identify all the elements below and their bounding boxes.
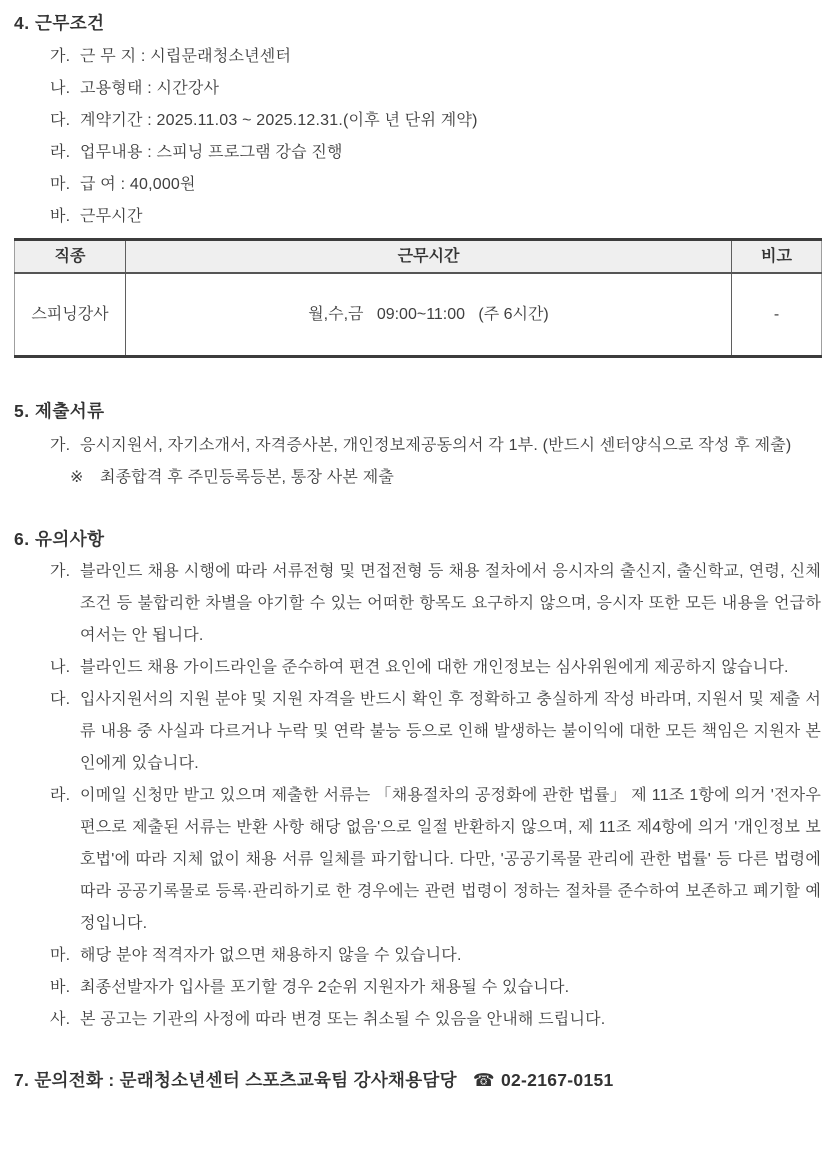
item-marker: 나. (50, 659, 71, 676)
table-header-cell-hours: 근무시간 (126, 240, 732, 274)
item-marker: 가. (50, 437, 71, 454)
table-row (15, 273, 822, 357)
list-item (14, 430, 821, 462)
item-text: 해당 분야 적격자가 없으면 채용하지 않을 수 있습니다. (80, 947, 462, 964)
contact-text: 7. 문의전화 : 문래청소년센터 스포츠교육팀 강사채용담당 (14, 1070, 457, 1090)
item-text: 응시지원서, 자기소개서, 자격증사본, 개인정보제공동의서 각 1부. (반드시 센터양식으로 작성 후 제출) (80, 437, 792, 454)
list-item (14, 780, 821, 940)
item-text: 근무시간 (80, 208, 143, 225)
section-heading: 6. 유의사항 (14, 529, 105, 549)
list-item (14, 684, 821, 780)
item-text: 본 공고는 기관의 사정에 따라 변경 또는 취소될 수 있음을 안내해 드립니다. (80, 1011, 606, 1028)
section-heading: 5. 제출서류 (14, 401, 105, 421)
item-marker: 라. (50, 144, 71, 161)
item-text: 최종합격 후 주민등록등본, 통장 사본 제출 (100, 469, 395, 486)
table-header-cell-job: 직종 (15, 240, 126, 274)
item-marker: 가. (50, 48, 71, 65)
phone-icon: ☎ (472, 1070, 495, 1090)
item-text: 급 여 : 40,000원 (80, 176, 196, 193)
table-cell-note: - (773, 305, 780, 323)
item-text: 업무내용 : 스피닝 프로그램 강습 진행 (80, 144, 343, 161)
item-marker: 바. (50, 208, 71, 225)
list-item (14, 41, 821, 73)
item-marker: 사. (50, 1011, 71, 1028)
item-text: 블라인드 채용 가이드라인을 준수하여 편견 요인에 대한 개인정보는 심사위원에게 제공하지 않습니다. (80, 659, 789, 676)
list-item (14, 137, 821, 169)
item-text: 근 무 지 : 시립문래청소년센터 (80, 48, 292, 65)
item-text: 고용형태 : 시간강사 (80, 80, 220, 97)
item-text: 계약기간 : 2025.11.03 ~ 2025.12.31.(이후 년 단위 계약) (80, 112, 478, 129)
list-item-note (14, 462, 821, 494)
table-cell-job: 스피닝강사 (15, 273, 126, 357)
item-text: 이메일 신청만 받고 있으며 제출한 서류는 「채용절차의 공정화에 관한 법률」 제 11조 1항에 의거 '전자우편으로 제출된 서류는 반환 사항 해당 없음'으로 일절 반환하지 않으며, 제 11조 제4항에 의거 '개인정보 보호법'에 따라 지체 없이 채용 서류 일체를 파기합니다. 다만, '공공기록물 관리에 관한 법률' 등 다른 법령에 따라 공공기록물로 등록·관리하기로 한 경우에는 관련 법령이 정하는 절차를 준수하여 보존하고 폐기할 예정입니다. (80, 787, 821, 932)
list-item (14, 169, 821, 201)
list-item (14, 940, 821, 972)
item-marker: 다. (50, 691, 71, 708)
section-heading: 4. 근무조건 (14, 13, 105, 33)
list-item (14, 201, 821, 233)
contact-phone: 02-2167-0151 (500, 1070, 614, 1090)
table-header-row (15, 240, 822, 274)
item-text: 블라인드 채용 시행에 따라 서류전형 및 면접전형 등 채용 절차에서 응시자의 출신지, 출신학교, 연령, 신체조건 등 불합리한 차별을 야기할 수 있는 어떠한 항목도 요구하지 않으며, 응시자 또한 모든 내용을 언급하여서는 안 됩니다. (80, 563, 821, 644)
list-item (14, 652, 821, 684)
list-item (14, 1004, 821, 1036)
item-marker: 가. (50, 563, 71, 580)
list-item (14, 972, 821, 1004)
item-text: 최종선발자가 입사를 포기할 경우 2순위 지원자가 채용될 수 있습니다. (80, 979, 570, 996)
item-marker: 바. (50, 979, 71, 996)
section-submission-documents (14, 396, 821, 494)
table-cell-hours: 월,수,금 09:00~11:00 (주 6시간) (126, 273, 732, 357)
item-text: 입사지원서의 지원 분야 및 지원 자격을 반드시 확인 후 정확하고 충실하게 작성 바라며, 지원서 및 제출 서류 내용 중 사실과 다르거나 누락 및 연락 불능 등으로 인해 발생하는 불이익에 대한 모든 책임은 지원자 본인에게 있습니다. (80, 691, 821, 772)
list-item (14, 73, 821, 105)
item-marker: 마. (50, 947, 71, 964)
section-notes (14, 524, 821, 1036)
item-marker: ※ (70, 469, 84, 486)
table-header-cell-note: 비고 (732, 240, 822, 274)
item-marker: 나. (50, 80, 71, 97)
section-contact (14, 1064, 821, 1096)
work-hours-table (14, 238, 822, 358)
list-item (14, 105, 821, 137)
section-working-conditions (14, 8, 821, 358)
item-marker: 마. (50, 176, 71, 193)
list-item (14, 556, 821, 652)
item-marker: 다. (50, 112, 71, 129)
item-marker: 라. (50, 787, 71, 804)
